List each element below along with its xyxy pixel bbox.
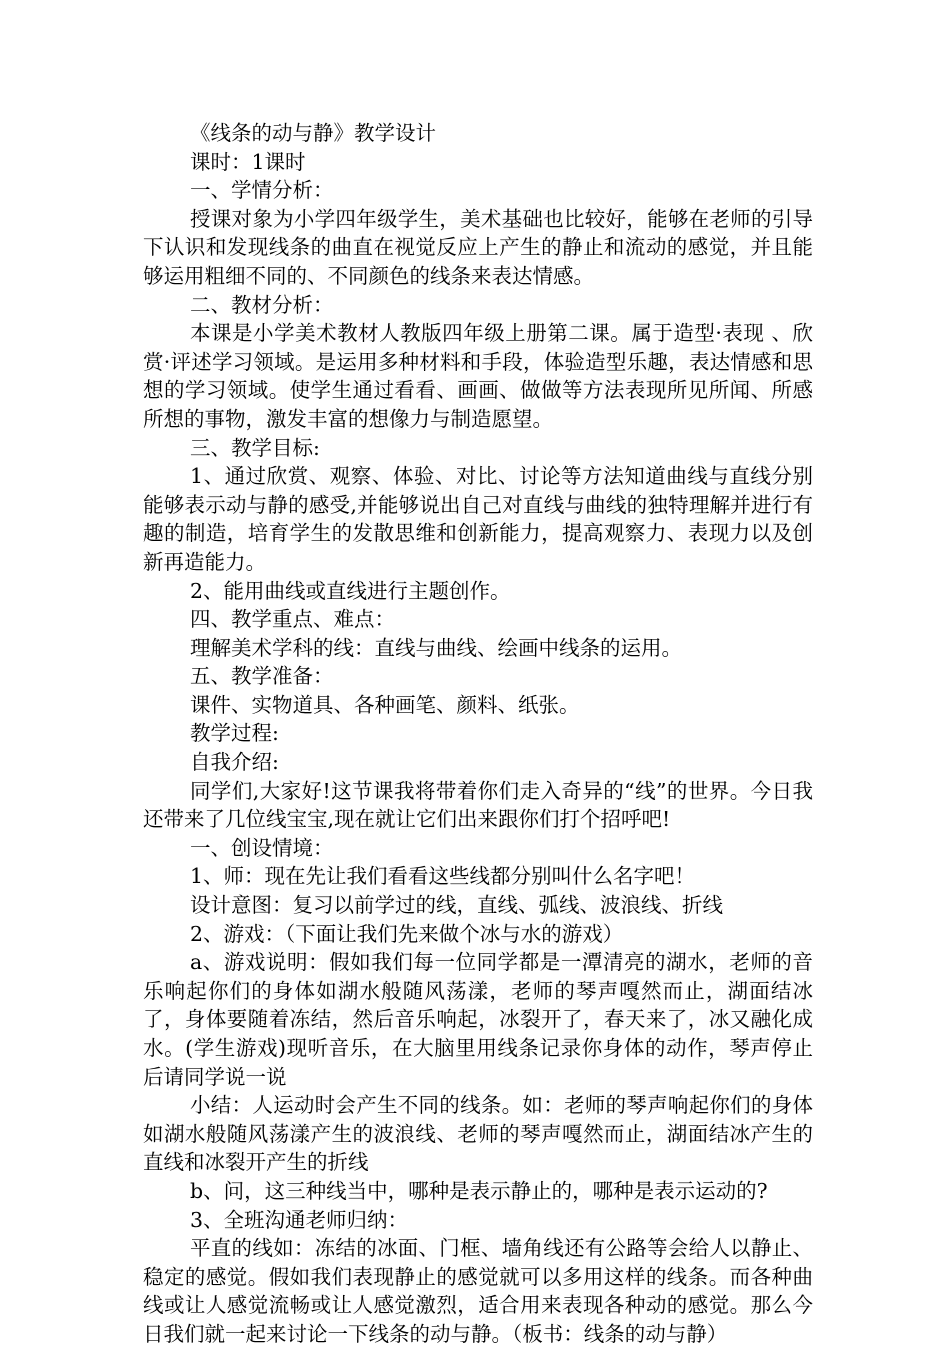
section-heading-5: 五、教学准备：: [190, 664, 334, 689]
document-page: [143, 119, 813, 1349]
heading-create-situation: 一、创设情境：: [190, 835, 334, 860]
paragraph-step-2-game: 2、游戏：（下面让我们先来做个冰与水的游戏）: [190, 921, 624, 946]
heading-self-intro: 自我介绍:: [190, 750, 279, 775]
paragraph-question-b: b、问，这三种线当中，哪种是表示静止的，哪种是表示运动的?: [190, 1178, 768, 1203]
paragraph-key-points: 理解美术学科的线：直线与曲线、绘画中线条的运用。: [190, 635, 682, 660]
paragraph-greeting: 同学们,大家好!这节课我将带着你们走入奇异的“线”的世界。今日我还带来了几位线宝宝,现在就让它们出来跟你们打个招呼吧!: [143, 778, 813, 832]
paragraph-step-1: 1、师：现在先让我们看看这些线都分别叫什么名字吧！: [190, 864, 696, 889]
lesson-hours: 课时：1课时: [190, 149, 306, 174]
paragraph-design-intent: 设计意图：复习以前学过的线，直线、弧线、波浪线、折线: [190, 893, 723, 918]
section-heading-3: 三、教学目标:: [190, 435, 320, 460]
paragraph-student-analysis: 授课对象为小学四年级学生，美术基础也比较好，能够在老师的引导下认识和发现线条的曲直在视觉反应上产生的静止和流动的感觉，并且能够运用粗细不同的、不同颜色的线条来表达情感。: [143, 206, 813, 288]
paragraph-preparation: 课件、实物道具、各种画笔、颜料、纸张。: [190, 692, 580, 717]
paragraph-summary: 小结：人运动时会产生不同的线条。如：老师的琴声响起你们的身体如湖水般随风荡漾产生的波浪线、老师的琴声嘎然而止，湖面结冰产生的直线和冰裂开产生的折线: [143, 1093, 813, 1175]
paragraph-game-description: a、游戏说明：假如我们每一位同学都是一潭清亮的湖水，老师的音乐响起你们的身体如湖水般随风荡漾，老师的琴声嘎然而止，湖面结冰了，身体要随着冻结，然后音乐响起，冰裂开了，春天来了，冰又融化成水。(学生游戏)现听音乐，在大脑里用线条记录你身体的动作，琴声停止后请同学说一说: [143, 950, 813, 1089]
document-title: 《线条的动与静》教学设计: [190, 121, 436, 145]
paragraph-conclusion: 平直的线如：冻结的冰面、门框、墙角线还有公路等会给人以静止、稳定的感觉。假如我们表现静止的感觉就可以多用这样的线条。而各种曲线或让人感觉流畅或让人感觉激烈，适合用来表现各种动的感觉。那么今日我们就一起来讨论一下线条的动与静。（板书：线条的动与静）: [143, 1236, 813, 1346]
heading-teaching-process: 教学过程:: [190, 721, 279, 746]
section-heading-4: 四、教学重点、难点：: [190, 607, 395, 632]
section-heading-2: 二、教材分析：: [190, 292, 334, 317]
paragraph-material-analysis: 本课是小学美术教材人教版四年级上册第二课。属于造型·表现 、欣赏·评述学习领域。是运用多种材料和手段，体验造型乐趣，表达情感和思想的学习领域。使学生通过看看、画画、做做等方法表现所见所闻、所感所想的事物，激发丰富的想像力与制造愿望。: [143, 321, 813, 431]
section-heading-1: 一、学情分析：: [190, 178, 334, 203]
paragraph-goal-2: 2、能用曲线或直线进行主题创作。: [190, 578, 511, 603]
paragraph-goal-1: 1、通过欣赏、观察、体验、对比、讨论等方法知道曲线与直线分别能够表示动与静的感受,并能够说出自己对直线与曲线的独特理解并进行有趣的制造，培育学生的发散思维和创新能力，提高观察力、表现力以及创新再造能力。: [143, 464, 813, 574]
paragraph-step-3: 3、全班沟通老师归纳：: [190, 1207, 409, 1232]
